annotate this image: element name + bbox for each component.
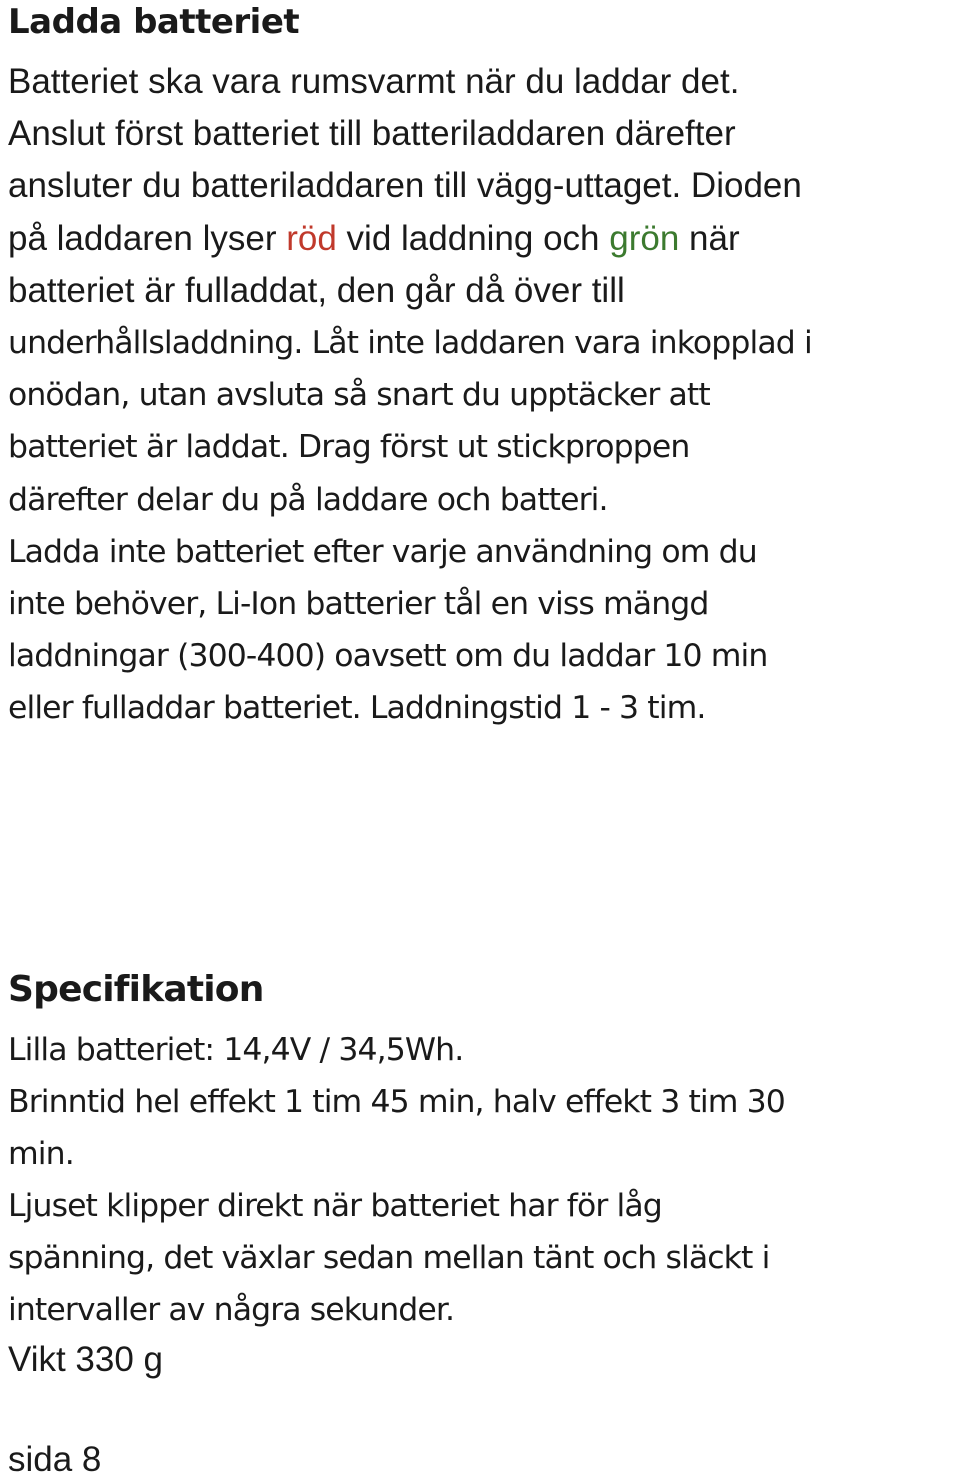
page-number: sida 8	[8, 1440, 102, 1479]
spec-line-4: Ljuset klipper direkt när batteriet har för låg	[8, 1188, 662, 1224]
weight-text: Vikt 330 g	[8, 1340, 164, 1379]
body-line-5: Ladda inte batteriet efter varje användning om du	[8, 533, 757, 570]
diode-text-middle: vid laddning och	[336, 218, 610, 258]
spec-line-5: spänning, det växlar sedan mellan tänt och släckt i	[8, 1240, 770, 1276]
specification-paragraph	[8, 1024, 785, 1336]
spec-line-6: intervaller av några sekunder.	[8, 1292, 455, 1328]
body-line-7: laddningar (300-400) oavsett om du laddar 10 min	[8, 638, 768, 675]
body-line-8: eller fulladdar batteriet. Laddningstid 1 - 3 tim.	[8, 690, 706, 727]
body-line-4: därefter delar du på laddare och batteri.	[8, 481, 608, 518]
intro-line-1: Batteriet ska vara rumsvarmt när du laddar det.	[8, 62, 740, 101]
intro-line-3: ansluter du batteriladdaren till vägg-uttaget. Dioden	[8, 166, 802, 206]
charging-heading: Ladda batteriet	[8, 2, 300, 42]
body-line-6: inte behöver, Li-Ion batterier tål en viss mängd	[8, 586, 709, 623]
spec-line-1: Lilla batteriet: 14,4V / 34,5Wh.	[8, 1032, 464, 1068]
diode-red-word: röd	[286, 218, 337, 258]
intro-line-5: batteriet är fulladdat, den går då över till	[8, 270, 625, 310]
diode-text-before: på laddaren lyser	[8, 218, 287, 258]
diode-text-after: när	[679, 218, 740, 258]
charging-intro-paragraph	[8, 56, 802, 317]
diode-green-word: grön	[609, 218, 680, 258]
body-line-3: batteriet är laddat. Drag först ut stickproppen	[8, 429, 690, 466]
body-line-1: underhållsladdning. Låt inte laddaren vara inkopplad i	[8, 325, 812, 361]
diode-line	[8, 219, 740, 258]
spec-line-3: min.	[8, 1136, 74, 1172]
intro-line-2: Anslut först batteriet till batteriladdaren därefter	[8, 114, 736, 154]
charging-body-paragraph	[8, 317, 812, 735]
specification-heading: Specifikation	[8, 969, 264, 1010]
body-line-2: onödan, utan avsluta så snart du upptäcker att	[8, 377, 710, 414]
spec-line-2: Brinntid hel effekt 1 tim 45 min, halv effekt 3 tim 30	[8, 1084, 785, 1120]
